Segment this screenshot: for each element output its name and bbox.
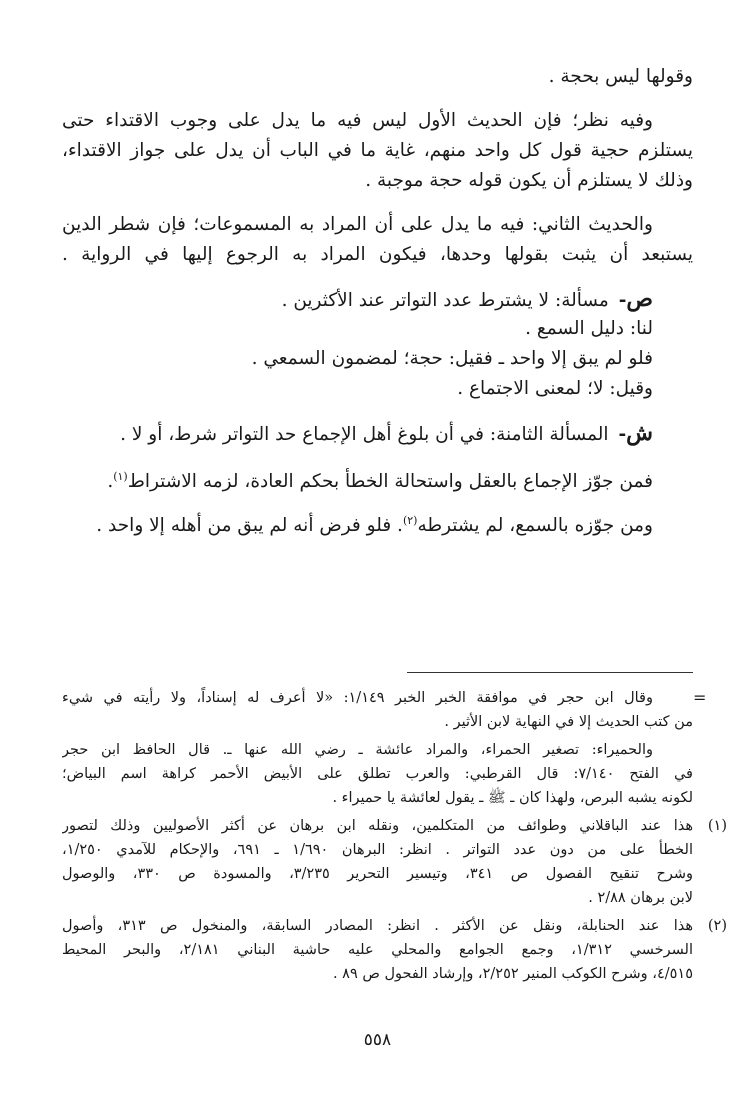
text-line — [62, 462, 653, 492]
paragraph-2 — [62, 106, 693, 196]
footnote-line: والحميراء: تصغير الحمراء، والمراد عائشة ـ رضي الله عنها ـ. قال الحافظ ابن حجر — [62, 742, 653, 758]
text-line: يستلزم حجية قول كل واحد منهم، غاية ما في الباب أن يدل على جواز الاقتداء، — [62, 140, 693, 161]
page-number: ٥٥٨ — [363, 1030, 392, 1050]
continuation-marker: = — [693, 688, 707, 707]
sad-marker: ص — [626, 286, 653, 312]
footnote-ref-1: (١) — [113, 470, 128, 483]
paragraph-1 — [62, 62, 693, 92]
text-line: فلو لم يبق إلا واحد ـ فقيل: حجة؛ لمضمون السمعي . — [251, 348, 653, 369]
footnote-separator — [407, 672, 693, 673]
footnote-ref-2: (٢) — [402, 514, 418, 527]
footnote-line: الخطأ على من دون عدد التواتر . انظر: البرهان ١/٦٩٠ ـ ٦٩١، والإحكام للآمدي ١/٢٥٠، — [62, 842, 693, 858]
text-line: وقولها ليس بحجة . — [548, 66, 693, 87]
text-line: وذلك لا يستلزم أن يكون قوله حجة موجبة . — [365, 170, 693, 191]
footnote-line: لابن برهان ٢/٨٨ . — [588, 890, 693, 906]
paragraph-5 — [62, 506, 693, 536]
text-line: وقيل: لا؛ لمعنى الاجتماع . — [457, 378, 653, 399]
matn-text: مسألة: لا يشترط عدد التواتر عند الأكثرين . — [281, 290, 609, 311]
text-line: لنا: دليل السمع . — [525, 318, 653, 339]
footnote-2 — [62, 914, 727, 986]
footnote-line: لكونه يشبه البرص، ولهذا كان ـ ﷺ ـ يقول لعائشة يا حميراء . — [332, 790, 693, 806]
paragraph-3 — [62, 210, 693, 270]
text-segment: فمن جوّز الإجماع بالعقل واستحالة الخطأ بحكم العادة، لزمه الاشتراط — [127, 471, 653, 492]
footnote-line: وشرح تنقيح الفصول ص ٣٤١، وتيسير التحرير ٣/٢٣٥، والمسودة ص ٣٣٠، والوصول — [62, 866, 693, 882]
shin-marker: ش — [626, 420, 653, 446]
text-line — [62, 506, 653, 536]
paragraph-4 — [62, 462, 693, 492]
footnote-line: هذا عند الباقلاني وطوائف من المتكلمين، ونقله ابن برهان عن أكثر الأصوليين وذلك لتصور — [62, 818, 693, 834]
sharh-text: المسألة الثامنة: في أن بلوغ أهل الإجماع حد التواتر شرط، أو لا . — [120, 424, 609, 445]
text-line: والحديث الثاني: فيه ما يدل على أن المراد به المسموعات؛ فإن شطر الدين — [62, 214, 653, 235]
text-line — [62, 284, 653, 314]
text-line: وفيه نظر؛ فإن الحديث الأول ليس فيه ما يدل على وجوب الاقتداء حتى — [62, 110, 653, 131]
footnote-line: وقال ابن حجر في موافقة الخبر الخبر ١/١٤٩: «لا أعرف له إسناداً، ولا رأيته في شيء — [62, 690, 653, 706]
footnote-continued-2 — [62, 738, 693, 810]
text-segment: . — [107, 471, 114, 492]
text-segment: . فلو فرض أنه لم يبق من أهله إلا واحد . — [96, 515, 403, 536]
footnote-line: هذا عند الحنابلة، ونقل عن الأكثر . انظر: المصادر السابقة، والمنخول ص ٣١٣، وأصول — [62, 918, 693, 934]
footnote-1 — [62, 814, 727, 910]
footnote-line: من كتب الحديث إلا في النهاية لابن الأثير . — [444, 714, 693, 730]
main-text — [62, 62, 693, 550]
footnote-line: ٤/٥١٥، وشرح الكوكب المنير ٢/٢٥٢، وإرشاد الفحول ص ٨٩ . — [332, 966, 693, 982]
footnote-line: في الفتح ٧/١٤٠: قال القرطبي: والعرب تطلق على الأبيض الأحمر كراهة اسم البياض؛ — [62, 766, 693, 782]
matn-section — [62, 284, 693, 404]
text-line — [62, 418, 653, 448]
footnote-marker: (١) — [707, 818, 727, 834]
text-line: يستبعد أن يثبت بقولها وحدها، فيكون المراد به الرجوع إليها في الرواية . — [62, 244, 693, 265]
marker-dash: - — [618, 290, 627, 311]
footnotes — [62, 686, 727, 990]
marker-dash: - — [618, 424, 627, 445]
footnote-line: السرخسي ١/٣١٢، وجمع الجوامع والمحلي عليه حاشية البناني ٢/١٨١، والبحر المحيط — [62, 942, 693, 958]
text-segment: ومن جوّزه بالسمع، لم يشترطه — [417, 515, 653, 536]
footnote-continued — [62, 686, 693, 734]
sharh-section — [62, 418, 693, 448]
footnote-marker: (٢) — [707, 918, 727, 934]
